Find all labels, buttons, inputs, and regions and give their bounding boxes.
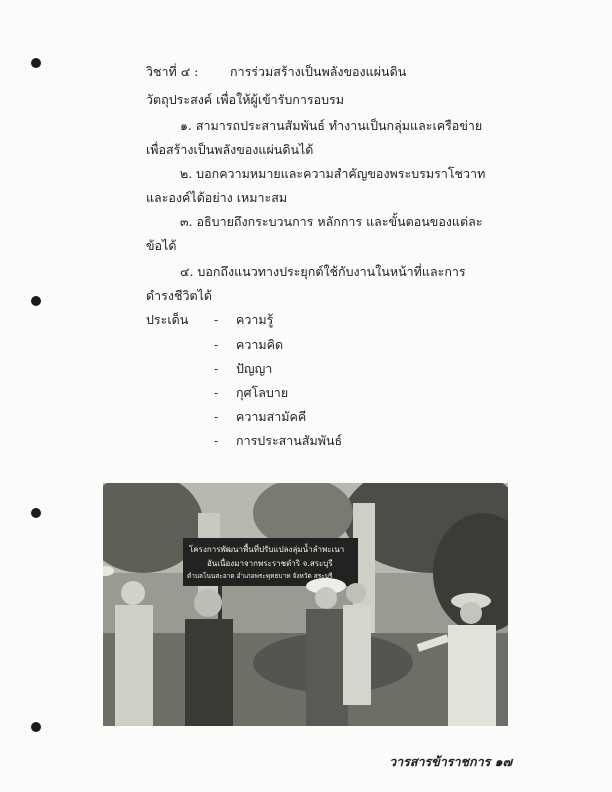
field-trip-photo bbox=[103, 483, 508, 726]
issue-item: - ความสามัคคี bbox=[214, 409, 307, 424]
heading-label: วิชาที่ ๔ : bbox=[146, 64, 199, 79]
objective-item: ๓. อธิบายถึงกระบวนการ หลักการ และขั้นตอนของแต่ละ bbox=[180, 214, 483, 229]
photo-scene bbox=[103, 483, 508, 726]
heading-title: การร่วมสร้างเป็นพลังของแผ่นดิน bbox=[230, 64, 407, 79]
objective-item: ๒. บอกความหมายและความสำคัญของพระบรมราโชวาท bbox=[180, 166, 486, 181]
issue-text: ความสามัคคี bbox=[236, 409, 307, 424]
objective-item: ดำรงชีวิตได้ bbox=[146, 288, 212, 303]
objective-item: และองค์ได้อย่าง เหมาะสม bbox=[146, 190, 288, 205]
objective-item: เพื่อสร้างเป็นพลังของแผ่นดินได้ bbox=[146, 142, 314, 157]
issue-item: - ปัญญา bbox=[214, 361, 273, 376]
objective-intro: วัตถุประสงค์ เพื่อให้ผู้เข้ารับการอบรม bbox=[146, 92, 345, 107]
objective-item: ข้อได้ bbox=[146, 238, 177, 253]
issue-text: ความคิด bbox=[236, 337, 284, 352]
issue-text: ปัญญา bbox=[236, 361, 273, 376]
objective-item: ๔. บอกถึงแนวทางประยุกต์ใช้กับงานในหน้าที่และการ bbox=[180, 264, 466, 279]
issue-item: - กุศโลบาย bbox=[214, 385, 289, 400]
issue-text: กุศโลบาย bbox=[236, 385, 289, 400]
binder-hole bbox=[31, 296, 41, 306]
sign-line-1: โครงการพัฒนาพื้นที่ปรับแปลงลุ่มน้ำลำพะเนา bbox=[189, 545, 345, 554]
binder-hole bbox=[31, 722, 41, 732]
binder-hole bbox=[31, 508, 41, 518]
issue-text: ความรู้ bbox=[236, 312, 274, 327]
issues-label: ประเด็น bbox=[146, 312, 189, 327]
issue-item: - การประสานสัมพันธ์ bbox=[214, 433, 343, 448]
issue-item: - ความรู้ bbox=[214, 312, 274, 327]
sign-line-3: ตำบลโนนสะอาด อำเภอพระพุทธบาท จังหวัด สระบุรี bbox=[187, 572, 333, 580]
binder-hole bbox=[31, 58, 41, 68]
issue-item: - ความคิด bbox=[214, 337, 284, 352]
issue-text: การประสานสัมพันธ์ bbox=[236, 433, 343, 448]
objective-item: ๑. สามารถประสานสัมพันธ์ ทำงานเป็นกลุ่มและเครือข่าย bbox=[180, 118, 483, 133]
sign-line-2: อันเนื่องมาจากพระราชดำริ จ.สระบุรี bbox=[207, 559, 333, 568]
page-footer: วารสารข้าราชการ ๑๗ bbox=[389, 754, 512, 769]
